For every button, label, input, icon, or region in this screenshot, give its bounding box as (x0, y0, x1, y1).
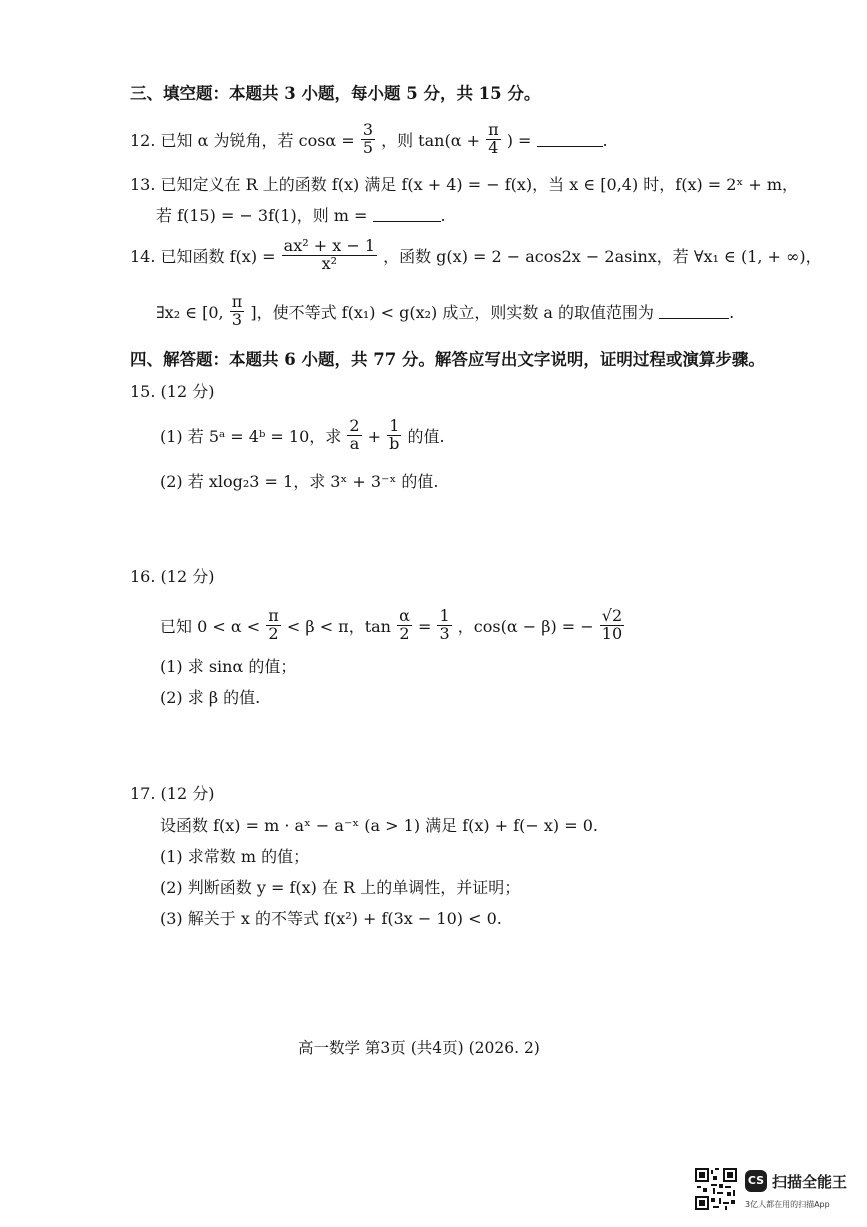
answer-blank (373, 221, 441, 222)
question-number: 14. (130, 246, 156, 266)
stem-mid-2: ，cos(α − β) = − (457, 616, 594, 636)
stem-mid: < β < π，tan (286, 616, 391, 636)
fraction: $\frac{\pi}{3}$ (231, 292, 243, 329)
question-12-lead: 已知 α 为锐角，若 cosα = (160, 130, 355, 150)
scanner-app-name: 扫描全能王 (772, 1173, 848, 1191)
fraction: $\frac{\alpha}{2}$ (399, 606, 410, 643)
question-number: 12. (130, 130, 156, 150)
question-16-stem (160, 606, 625, 645)
question-17-part-3: (3) 解关于 x 的不等式 f(x²) + f(3x − 10) < 0. (160, 909, 502, 928)
answer-blank (659, 318, 729, 319)
fraction: $\frac{1}{3}$ (439, 606, 450, 643)
question-17-part-1: (1) 求常数 m 的值； (160, 847, 310, 866)
question-17-header: 17. (12 分) (130, 784, 215, 803)
answer-blank (537, 146, 603, 147)
section-4-title: 四、解答题：本题共 6 小题，共 77 分。解答应写出文字说明，证明过程或演算步骤。 (130, 350, 765, 369)
question-14-line-2: ∃x₂ ∈ [0, $\frac{\pi}{3}$ ]，使不等式 f(x₁) < g(x₂) 成立，则实数 a 的取值范围为 . (156, 292, 735, 329)
part-1-lead: (1) 若 5ᵃ = 4ᵇ = 10，求 (160, 426, 342, 446)
scanner-logo-icon: CS (745, 1170, 767, 1192)
fraction: $\frac{√2}{10}$ (601, 606, 623, 643)
question-14-line2-tail: ]，使不等式 f(x₁) < g(x₂) 成立，则实数 a 的取值范围为 (250, 302, 655, 322)
fraction: $\frac{\pi}{2}$ (268, 606, 279, 643)
fraction: $\frac{3}{5}$ (362, 120, 373, 157)
plus-sign: + (367, 426, 382, 446)
question-14-lead: 已知函数 f(x) = (160, 246, 276, 266)
question-13-line-2: 若 f(15) = − 3f(1)，则 m = . (156, 206, 446, 225)
question-15-part-1 (160, 416, 445, 455)
question-17-part-2: (2) 判断函数 y = f(x) 在 R 上的单调性，并证明； (160, 878, 521, 897)
qr-code-icon (695, 1168, 737, 1210)
question-15-part-2: (2) 若 xlog₂3 = 1，求 3ˣ + 3⁻ˣ 的值. (160, 472, 439, 491)
question-13-line-1 (130, 177, 798, 193)
question-12-mid: ，则 tan(α + (381, 130, 480, 150)
page-footer: 高一数学 第3页 (共4页) (2026. 2) (298, 1039, 540, 1057)
question-number: 13. (130, 175, 156, 194)
fraction: $\frac{\text{ax² + x − 1}}{\text{x²}}$ (283, 236, 375, 273)
question-14-tail: ，函数 g(x) = 2 − acos2x − 2asinx，若 ∀x₁ ∈ (1, + ∞)， (383, 246, 822, 266)
equals-sign: = (417, 616, 432, 636)
question-15-header: 15. (12 分) (130, 382, 215, 401)
stem-lead: 已知 0 < α < (160, 616, 261, 636)
question-16-part-2: (2) 求 β 的值. (160, 688, 261, 707)
question-16-part-1: (1) 求 sinα 的值； (160, 657, 297, 676)
question-12-tail: ) = (506, 130, 532, 150)
fraction: $\frac{1}{b}$ (389, 416, 400, 453)
scanner-tagline: 3亿人都在用的扫描App (745, 1200, 830, 1209)
question-16-header: 16. (12 分) (130, 567, 215, 586)
question-14-line-1 (130, 236, 822, 275)
question-12: 12. 已知 α 为锐角，若 cosα = $\frac{3}{5}$ ，则 tan(α + $\frac{\pi}{4}$ ) = . (130, 120, 608, 157)
part-1-tail: 的值. (407, 426, 445, 446)
question-14-line2-lead: ∃x₂ ∈ [0, (156, 302, 224, 322)
fraction: $\frac{\pi}{4}$ (488, 120, 499, 157)
fraction: $\frac{2}{a}$ (349, 416, 360, 453)
question-13-text: 已知定义在 R 上的函数 f(x) 满足 f(x + 4) = − f(x)，当 x ∈ [0,4) 时，f(x) = 2ˣ + m， (160, 175, 799, 194)
question-17-stem: 设函数 f(x) = m · aˣ − a⁻ˣ (a > 1) 满足 f(x) + f(− x) = 0. (160, 816, 599, 835)
section-3-title: 三、填空题：本题共 3 小题，每小题 5 分，共 15 分。 (130, 84, 541, 103)
question-13-text-2: 若 f(15) = − 3f(1)，则 m = (156, 206, 368, 225)
